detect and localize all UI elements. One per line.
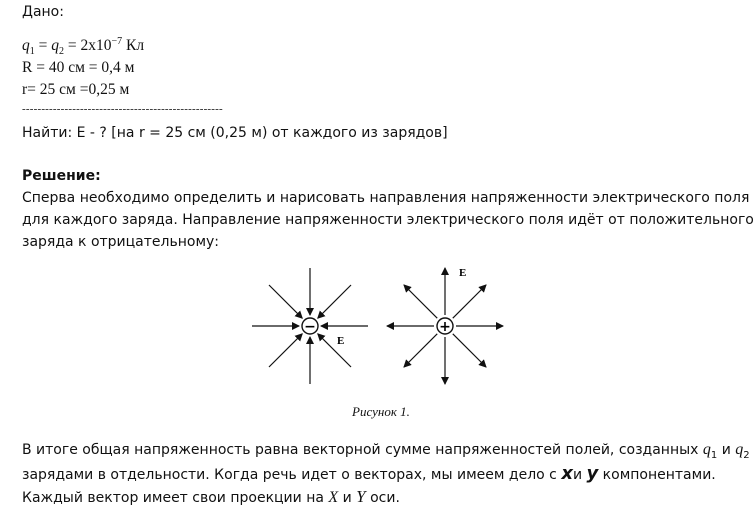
p2-l3-text: Каждый вектор имеет свои проекции на xyxy=(22,490,329,506)
p2-l2-text: зарядами в отдельности. Когда речь идет о векторах, мы имеем дело с xyxy=(22,467,562,483)
positive-field-arrow xyxy=(404,334,437,367)
p2-x-italic: X xyxy=(328,489,339,506)
paragraph-2-line-2 xyxy=(22,464,716,485)
positive-sign: + xyxy=(439,319,451,335)
p2-q2-symbol: q xyxy=(735,441,744,458)
p2-q1-subscript: 1 xyxy=(710,449,718,461)
negative-sign: − xyxy=(304,319,316,335)
paragraph-1-line-2: для каждого заряда. Направление напряженности электрического поля идёт от положительного xyxy=(22,212,754,228)
positive-field-arrow xyxy=(453,285,486,318)
p2-q2-subscript: 2 xyxy=(743,449,750,461)
distance-r-big: R = 40 см = 0,4 м xyxy=(22,59,135,76)
charge-unit: Кл xyxy=(122,37,145,54)
q1-subscript: 1 xyxy=(29,46,35,58)
paragraph-1-line-3: заряда к отрицательному: xyxy=(22,234,220,250)
equals-sign: = xyxy=(34,37,52,54)
p2-l3-end: оси. xyxy=(365,490,400,506)
negative-field-arrow xyxy=(318,334,351,367)
q1-symbol: q xyxy=(22,37,30,54)
charge-exponent: −7 xyxy=(111,35,123,47)
p2-l2-and: и xyxy=(572,467,587,483)
q2-symbol: q xyxy=(51,37,59,54)
solution-label: Решение: xyxy=(22,168,101,184)
negative-field-arrow xyxy=(269,334,302,367)
figure-caption: Рисунок 1. xyxy=(352,404,410,419)
positive-field-arrow xyxy=(453,334,486,367)
q2-subscript: 2 xyxy=(59,46,64,58)
given-label: Дано: xyxy=(22,4,64,20)
p2-l3-and: и xyxy=(338,490,357,506)
negative-field-arrow xyxy=(269,285,302,318)
p2-y-bold: y xyxy=(586,463,599,484)
find-statement: Найти: E - ? [на r = 25 см (0,25 м) от каждого из зарядов] xyxy=(22,125,448,141)
paragraph-1-line-1: Сперва необходимо определить и нарисовать направления напряженности электрического поля xyxy=(22,190,750,206)
p2-y-italic: Y xyxy=(356,487,366,506)
p2-q1-symbol: q xyxy=(702,441,711,458)
paragraph-2-line-3 xyxy=(22,487,400,508)
paragraph-2-line-1 xyxy=(22,440,750,460)
positive-field-arrow xyxy=(404,285,437,318)
p2-l2-end: компонентами. xyxy=(598,467,716,483)
p2-l1-text: В итоге общая напряженность равна векторной сумме напряженностей полей, созданных xyxy=(22,442,703,458)
p2-x-bold: x xyxy=(561,463,573,484)
e-label-positive: E xyxy=(459,267,467,279)
divider-line: ---------------------------------------------------- xyxy=(22,103,223,115)
e-label-negative: E xyxy=(337,335,345,347)
negative-field-arrow xyxy=(318,285,351,318)
charge-value: = 2x10 xyxy=(64,37,112,54)
distance-r-small: r= 25 см =0,25 м xyxy=(22,81,130,98)
p2-and: и xyxy=(717,442,736,458)
